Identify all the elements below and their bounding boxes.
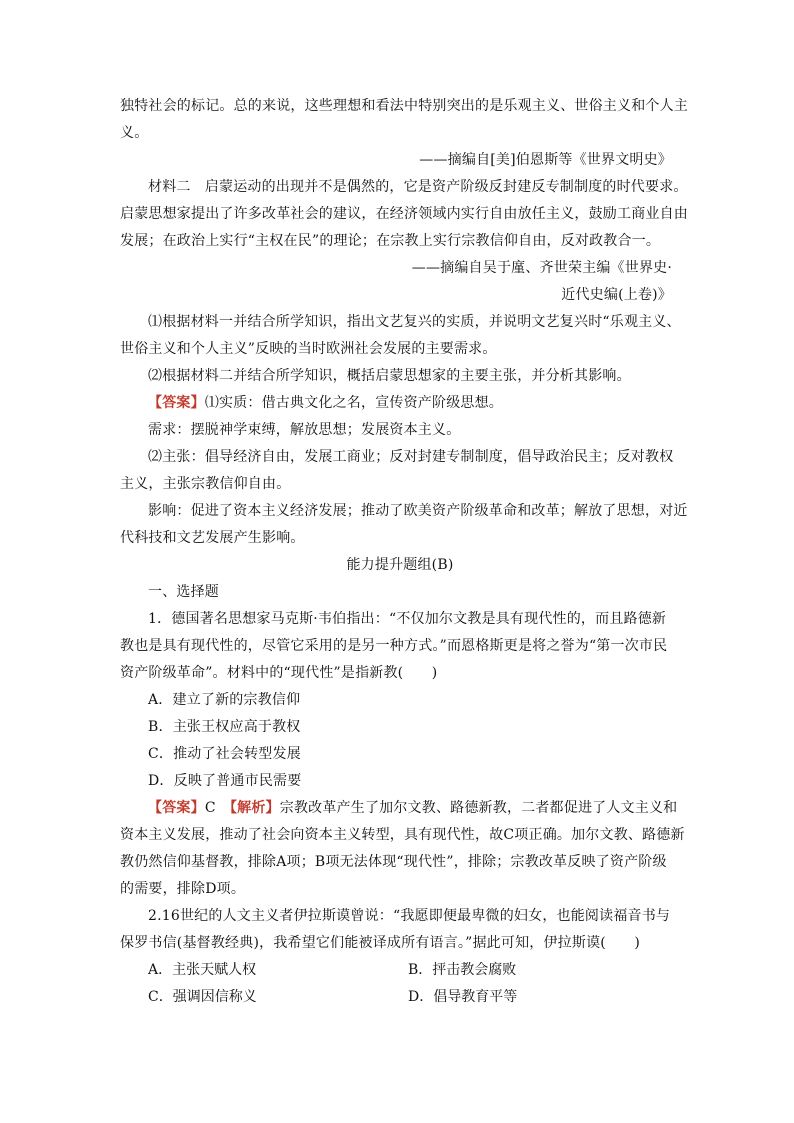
answer-label: 【答案】 <box>148 395 205 411</box>
option-a: A．主张天赋人权 <box>148 962 257 978</box>
analysis-text: 宗教改革产生了加尔文教、路德新教，二者都促进了人文主义和 <box>279 800 678 816</box>
option-b: B．抨击教会腐败 <box>408 962 517 978</box>
answer-value: C <box>204 800 230 816</box>
text-line: 世俗主义和个人主义”反映的当时欧洲社会发展的主要需求。 <box>120 341 497 357</box>
text-line: 义。 <box>120 125 149 141</box>
text-line: 教仍然信仰基督教，排除A项；B项无法体现“现代性”，排除；宗教改革反映了资产阶级 <box>120 854 667 870</box>
question-text: 1．德国著名思想家马克斯·韦伯指出：“不仅加尔文教是具有现代性的，而且路德新 <box>148 611 667 627</box>
material-two-line: 材料二 启蒙运动的出现并不是偶然的，它是资产阶级反封建反专制制度的时代要求。 <box>148 179 688 195</box>
answer-line <box>148 798 708 818</box>
question-text: 2.16世纪的人文主义者伊拉斯谟曾说：“我愿即便最卑微的妇女，也能阅读福音书与 <box>148 908 671 924</box>
option-a: A．建立了新的宗教信仰 <box>148 692 301 708</box>
question-text: 保罗书信(基督教经典)，我希望它们能被译成所有语言。”据此可知，伊拉斯谟( ) <box>120 935 641 951</box>
text-line: 代科技和文艺发展产生影响。 <box>120 530 305 546</box>
text-line: 影响：促进了资本主义经济发展；推动了欧美资产阶级革命和改革；解放了思想，对近 <box>148 503 688 519</box>
question-text: 资产阶级革命”。材料中的“现代性”是指新教( ) <box>120 665 438 681</box>
text-line: 启蒙思想家提出了许多改革社会的建议，在经济领域内实行自由放任主义，鼓励工商业自由 <box>120 206 688 222</box>
answer-text: ⑴实质：借古典文化之名，宣传资产阶级思想。 <box>204 395 504 411</box>
text-line: 的需要，排除D项。 <box>120 881 246 897</box>
answer-line <box>148 393 708 413</box>
question-two: ⑵根据材料二并结合所学知识，概括启蒙思想家的主要主张，并分析其影响。 <box>148 368 631 384</box>
option-c: C．强调因信称义 <box>148 989 257 1005</box>
text-line: ⑵主张：倡导经济自由，发展工商业；反对封建专制制度，倡导政治民主；反对教权 <box>148 449 674 465</box>
source-citation: 近代史编(上卷)》 <box>561 287 672 303</box>
text-line: 资本主义发展，推动了社会向资本主义转型，具有现代性，故C项正确。加尔文教、路德新 <box>120 827 685 843</box>
option-d: D．倡导教育平等 <box>408 989 518 1005</box>
source-citation: ——摘编自吴于廑、齐世荣主编《世界史· <box>411 260 672 276</box>
option-d: D．反映了普通市民需要 <box>148 773 302 789</box>
question-text: 教也是具有现代性的，尽管它采用的是另一种方式。”而恩格斯更是将之誉为“第一次市民 <box>120 638 668 654</box>
question-one: ⑴根据材料一并结合所学知识，指出文艺复兴的实质，并说明文艺复兴时“乐观主义、 <box>148 314 681 330</box>
analysis-label: 【解析】 <box>229 800 280 816</box>
option-b: B．主张王权应高于教权 <box>148 719 301 735</box>
part-heading: 一、选择题 <box>148 584 219 600</box>
source-citation: ——摘编自[美]伯恩斯等《世界文明史》 <box>419 152 672 168</box>
text-line: 主义，主张宗教信仰自由。 <box>120 476 291 492</box>
section-title: 能力提升题组(B) <box>346 557 454 573</box>
text-line: 独特社会的标记。总的来说，这些理想和看法中特别突出的是乐观主义、世俗主义和个人主 <box>120 98 688 114</box>
answer-label: 【答案】 <box>148 800 205 816</box>
option-c: C．推动了社会转型发展 <box>148 746 301 762</box>
text-line: 发展；在政治上实行“主权在民”的理论；在宗教上实行宗教信仰自由，反对政教合一。 <box>120 233 661 249</box>
text-line: 需求：摆脱神学束缚，解放思想；发展资本主义。 <box>148 422 461 438</box>
